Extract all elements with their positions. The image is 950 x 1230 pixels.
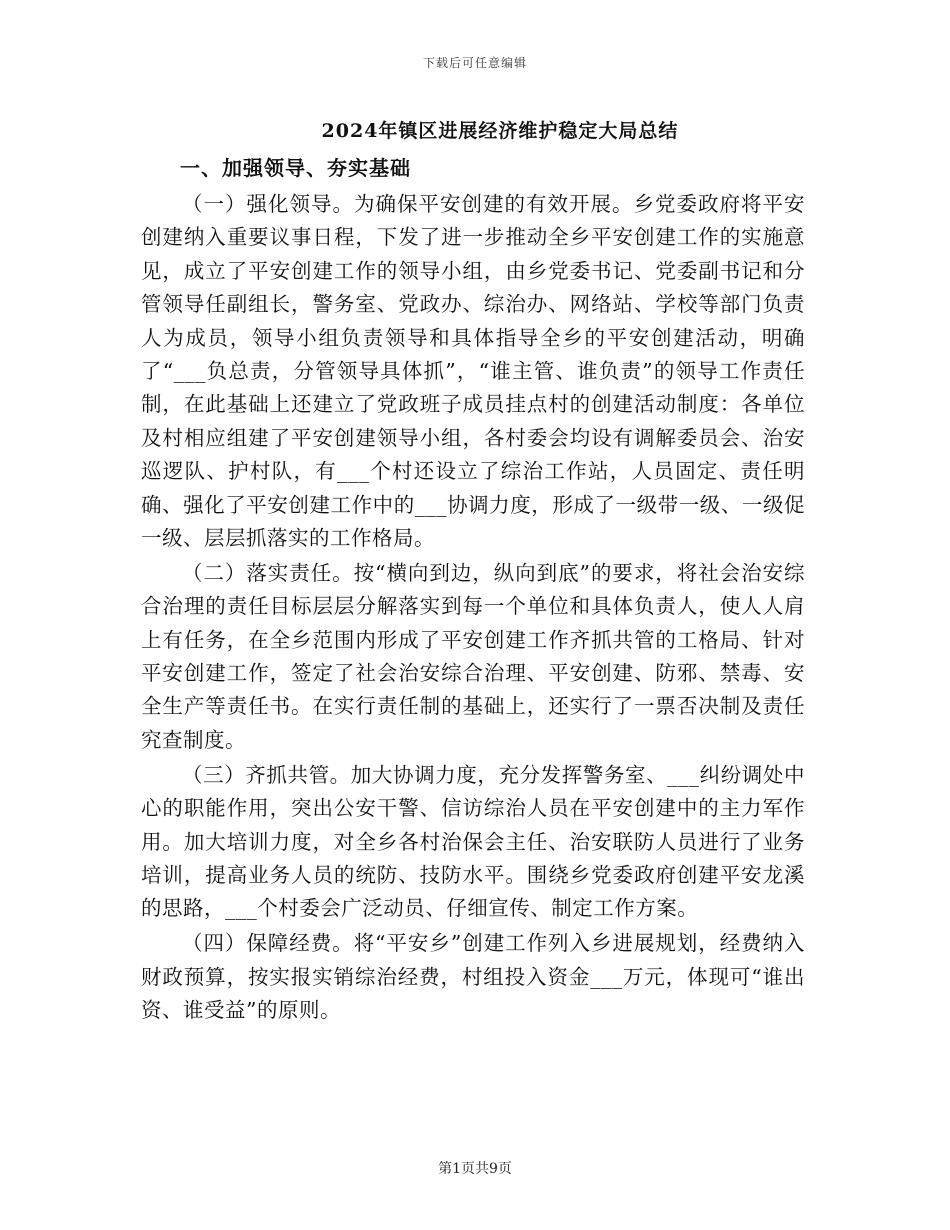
paragraph-3: （三）齐抓共管。加大协调力度，充分发挥警务室、___纠纷调处中心的职能作用，突出公安干警、信访综治人员在平安创建中的主力军作用。加大培训力度，对全乡各村治保会主任、治安联防人员进行了业务培训，提高业务人员的统防、技防水平。围绕乡党委政府创建平安龙溪的思路，___个村委会广泛动员、仔细宣传、制定工作方案。 — [141, 762, 805, 921]
section-heading: 一、加强领导、夯实基础 — [180, 156, 411, 180]
page-footer: 第1页共9页 — [438, 1161, 512, 1177]
paragraph-2: （二）落实责任。按“横向到边，纵向到底”的要求，将社会治安综合治理的责任目标层层分解落实到每一个单位和具体负责人，使人人肩上有任务，在全乡范围内形成了平安创建工作齐抓共管的工格局、针对平安创建工作，签定了社会治安综合治理、平安创建、防邪、禁毒、安全生产等责任书。在实行责任制的基础上，还实行了一票否决制及责任究查制度。 — [141, 560, 805, 752]
document-body — [141, 188, 805, 1029]
document-title: 2024年镇区进展经济维护稳定大局总结 — [321, 120, 679, 142]
header-note: 下载后可任意编辑 — [422, 56, 527, 70]
paragraph-4: （四）保障经费。将“平安乡”创建工作列入乡进展规划，经费纳入财政预算，按实报实销综治经费，村组投入资金___万元，体现可“谁出资、谁受益”的原则。 — [141, 931, 805, 1022]
paragraph-1: （一）强化领导。为确保平安创建的有效开展。乡党委政府将平安创建纳入重要议事日程，下发了进一步推动全乡平安创建工作的实施意见，成立了平安创建工作的领导小组，由乡党委书记、党委副书记和分管领导任副组长，警务室、党政办、综治办、网络站、学校等部门负责人为成员，领导小组负责领导和具体指导全乡的平安创建活动，明确了“___负总责，分管领导具体抓”，“谁主管、谁负责”的领导工作责任制，在此基础上还建立了党政班子成员挂点村的创建活动制度：各单位及村相应组建了平安创建领导小组，各村委会均设有调解委员会、治安巡逻队、护村队，有___个村还设立了综治工作站，人员固定、责任明确、强化了平安创建工作中的___协调力度，形成了一级带一级、一级促一级、层层抓落实的工作格局。 — [141, 192, 805, 551]
